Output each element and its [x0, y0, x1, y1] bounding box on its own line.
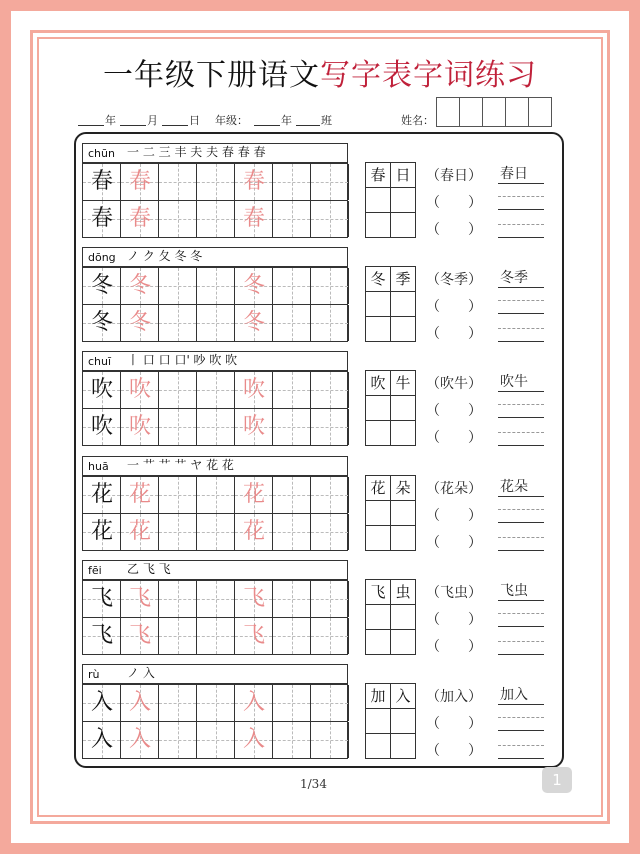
word-cell[interactable]: 花: [365, 475, 391, 501]
pinyin-label: fēi: [88, 564, 102, 577]
word-cell[interactable]: [390, 733, 416, 759]
writing-cell[interactable]: [273, 164, 311, 200]
pinyin-label: dōng: [88, 251, 116, 264]
name-cell[interactable]: [436, 97, 460, 127]
blank-paren[interactable]: （ ）: [426, 612, 482, 628]
pinyin-label: chūn: [88, 147, 115, 160]
writing-cell[interactable]: [235, 685, 273, 721]
word-cell[interactable]: [365, 291, 391, 317]
writing-cell[interactable]: [311, 477, 349, 513]
char-practice-block: [82, 247, 348, 343]
stroke-order: 一 二 三 丰 夫 夫 春 春 春: [127, 145, 266, 159]
answer-word: 加入: [500, 687, 528, 703]
writing-cell[interactable]: [197, 201, 235, 237]
writing-cell[interactable]: [121, 685, 159, 721]
month-blank[interactable]: [120, 125, 146, 126]
word-cell[interactable]: 牛: [390, 370, 416, 396]
trace-character: 春: [128, 206, 151, 231]
writing-cell[interactable]: [235, 477, 273, 513]
answer-guide-line: [498, 196, 544, 197]
pinyin-row: [82, 143, 348, 163]
writing-cell[interactable]: [197, 372, 235, 408]
stroke-order: 丨 口 口 口' 吵 吹 吹: [127, 353, 238, 367]
pinyin-row: [82, 560, 348, 580]
writing-cell[interactable]: [83, 409, 121, 445]
stroke-order: ノ ク 夂 冬 冬: [127, 249, 203, 263]
char-practice-block: [82, 664, 348, 760]
writing-cell[interactable]: [83, 201, 121, 237]
writing-cell[interactable]: [197, 618, 235, 654]
trace-character: 入: [128, 690, 151, 715]
answer-column: [498, 684, 544, 764]
writing-cell[interactable]: [273, 685, 311, 721]
page-badge[interactable]: 1: [542, 767, 572, 793]
blank-paren[interactable]: （ ）: [426, 403, 482, 419]
writing-cell[interactable]: [235, 514, 273, 550]
writing-cell[interactable]: [83, 372, 121, 408]
answer-guide-line: [498, 613, 544, 614]
writing-cell[interactable]: [311, 722, 349, 758]
blank-paren[interactable]: （ ）: [426, 222, 482, 238]
answer-word: 吹牛: [500, 374, 528, 390]
answer-line[interactable]: [498, 183, 544, 184]
stroke-order: 乙 飞 飞: [127, 562, 171, 576]
writing-grid-row: [82, 371, 348, 409]
answer-line[interactable]: [498, 550, 544, 551]
word-pinyin-paren: （春日）: [426, 168, 482, 184]
word-grid: [366, 476, 418, 551]
blank-paren[interactable]: （ ）: [426, 535, 482, 551]
model-character: 吹: [90, 377, 113, 402]
word-cell[interactable]: [365, 316, 391, 342]
word-pinyin-paren: （冬季）: [426, 272, 482, 288]
pinyin-label: chuī: [88, 355, 112, 368]
word-grid: [366, 684, 418, 759]
writing-cell[interactable]: [121, 372, 159, 408]
stroke-order: ノ 入: [127, 666, 155, 680]
writing-cell[interactable]: [197, 268, 235, 304]
year-label: 年: [105, 114, 116, 127]
word-cell[interactable]: [365, 420, 391, 446]
writing-cell[interactable]: [235, 722, 273, 758]
name-cell[interactable]: [482, 97, 506, 127]
writing-cell[interactable]: [83, 618, 121, 654]
writing-cell[interactable]: [197, 305, 235, 341]
writing-cell[interactable]: [159, 164, 197, 200]
writing-cell[interactable]: [235, 618, 273, 654]
writing-cell[interactable]: [83, 514, 121, 550]
answer-line[interactable]: [498, 391, 544, 392]
blank-paren[interactable]: （ ）: [426, 299, 482, 315]
writing-cell[interactable]: [235, 372, 273, 408]
word-cell[interactable]: 入: [390, 683, 416, 709]
word-cell[interactable]: [365, 604, 391, 630]
writing-cell[interactable]: [273, 581, 311, 617]
writing-cell[interactable]: [159, 477, 197, 513]
writing-cell[interactable]: [197, 409, 235, 445]
trace-character: 冬: [128, 273, 151, 298]
model-character: 春: [90, 169, 113, 194]
blank-paren[interactable]: （ ）: [426, 326, 482, 342]
answer-line[interactable]: [498, 626, 544, 627]
model-character: 吹: [90, 414, 113, 439]
model-character: 入: [90, 690, 113, 715]
word-cell[interactable]: [365, 629, 391, 655]
model-character: 入: [90, 727, 113, 752]
writing-cell[interactable]: [235, 164, 273, 200]
word-cell[interactable]: [390, 420, 416, 446]
pinyin-row: [82, 351, 348, 371]
writing-cell[interactable]: [273, 722, 311, 758]
char-practice-block: [82, 560, 348, 656]
writing-cell[interactable]: [311, 372, 349, 408]
writing-cell[interactable]: [159, 581, 197, 617]
blank-paren[interactable]: （ ）: [426, 508, 482, 524]
trace-character: 花: [128, 519, 151, 544]
answer-line[interactable]: [498, 730, 544, 731]
answer-word: 飞虫: [500, 583, 528, 599]
writing-cell[interactable]: [121, 581, 159, 617]
trace-character: 春: [128, 169, 151, 194]
answer-guide-line: [498, 745, 544, 746]
word-cell[interactable]: 吹: [365, 370, 391, 396]
writing-cell[interactable]: [159, 372, 197, 408]
name-cell[interactable]: [505, 97, 529, 127]
writing-cell[interactable]: [197, 164, 235, 200]
writing-grid-row: [82, 684, 348, 722]
answer-guide-line: [498, 641, 544, 642]
word-cell[interactable]: [390, 291, 416, 317]
word-cell[interactable]: 朵: [390, 475, 416, 501]
answer-guide-line: [498, 432, 544, 433]
writing-cell[interactable]: [311, 581, 349, 617]
grade-year-label: 年: [281, 114, 292, 127]
writing-cell[interactable]: [197, 514, 235, 550]
word-grid: [366, 371, 418, 446]
trace-character: 冬: [128, 310, 151, 335]
word-grid: [366, 163, 418, 238]
writing-grid-row: [82, 721, 348, 759]
pinyin-label: huā: [88, 460, 109, 473]
writing-grid-row: [82, 163, 348, 201]
writing-cell[interactable]: [83, 268, 121, 304]
char-practice-block: [82, 456, 348, 552]
word-cell[interactable]: [390, 212, 416, 238]
writing-cell[interactable]: [235, 581, 273, 617]
year-blank[interactable]: [78, 125, 104, 126]
word-cell[interactable]: [365, 212, 391, 238]
pinyin-row: [82, 664, 348, 684]
writing-grid-row: [82, 513, 348, 551]
writing-cell[interactable]: [235, 305, 273, 341]
word-pinyin-paren: （花朵）: [426, 481, 482, 497]
answer-column: [498, 267, 544, 347]
writing-cell[interactable]: [83, 581, 121, 617]
stroke-order: 一 艹 艹 艹 ヤ 花 花: [127, 458, 234, 472]
writing-grid-row: [82, 580, 348, 618]
day-blank[interactable]: [162, 125, 188, 126]
word-cell[interactable]: 春: [365, 162, 391, 188]
word-pinyin-paren: （加入）: [426, 689, 482, 705]
trace-character: 入: [242, 727, 265, 752]
writing-cell[interactable]: [159, 268, 197, 304]
word-cell[interactable]: [365, 733, 391, 759]
word-cell[interactable]: [390, 629, 416, 655]
trace-character: 吹: [242, 377, 265, 402]
answer-guide-line: [498, 717, 544, 718]
word-cell[interactable]: 冬: [365, 266, 391, 292]
writing-cell[interactable]: [83, 164, 121, 200]
model-character: 春: [90, 206, 113, 231]
title-part-2: 写字表字词练习: [320, 58, 537, 93]
writing-cell[interactable]: [197, 581, 235, 617]
model-character: 花: [90, 482, 113, 507]
answer-line[interactable]: [498, 522, 544, 523]
writing-cell[interactable]: [159, 201, 197, 237]
writing-cell[interactable]: [159, 409, 197, 445]
writing-cell[interactable]: [235, 409, 273, 445]
trace-character: 飞: [242, 623, 265, 648]
writing-cell[interactable]: [83, 477, 121, 513]
word-cell[interactable]: [390, 187, 416, 213]
writing-cell[interactable]: [159, 305, 197, 341]
word-cell[interactable]: 季: [390, 266, 416, 292]
writing-cell[interactable]: [273, 409, 311, 445]
word-cell[interactable]: [365, 187, 391, 213]
writing-cell[interactable]: [121, 268, 159, 304]
blank-paren[interactable]: （ ）: [426, 743, 482, 759]
writing-cell[interactable]: [311, 201, 349, 237]
writing-cell[interactable]: [273, 268, 311, 304]
writing-grid-row: [82, 476, 348, 514]
writing-cell[interactable]: [311, 409, 349, 445]
char-practice-block: [82, 143, 348, 239]
trace-character: 吹: [242, 414, 265, 439]
writing-cell[interactable]: [311, 164, 349, 200]
answer-line[interactable]: [498, 654, 544, 655]
month-label: 月: [147, 114, 158, 127]
trace-character: 飞: [128, 586, 151, 611]
word-cell[interactable]: 虫: [390, 579, 416, 605]
writing-cell[interactable]: [83, 685, 121, 721]
trace-character: 吹: [128, 414, 151, 439]
word-cell[interactable]: 加: [365, 683, 391, 709]
model-character: 冬: [90, 273, 113, 298]
trace-character: 冬: [242, 310, 265, 335]
writing-grid-row: [82, 200, 348, 238]
writing-cell[interactable]: [273, 477, 311, 513]
word-cell[interactable]: [365, 500, 391, 526]
class-blank[interactable]: [296, 125, 320, 126]
writing-cell[interactable]: [121, 164, 159, 200]
answer-line[interactable]: [498, 237, 544, 238]
class-label: 班: [321, 114, 332, 127]
answer-guide-line: [498, 224, 544, 225]
blank-paren[interactable]: （ ）: [426, 430, 482, 446]
writing-cell[interactable]: [273, 372, 311, 408]
writing-cell[interactable]: [159, 685, 197, 721]
answer-word: 春日: [500, 166, 528, 182]
trace-character: 春: [242, 169, 265, 194]
answer-guide-line: [498, 404, 544, 405]
writing-cell[interactable]: [273, 305, 311, 341]
word-cell[interactable]: [390, 604, 416, 630]
writing-cell[interactable]: [235, 268, 273, 304]
trace-character: 飞: [242, 586, 265, 611]
writing-cell[interactable]: [311, 305, 349, 341]
trace-character: 冬: [242, 273, 265, 298]
day-label: 日: [189, 114, 200, 127]
model-character: 飞: [90, 623, 113, 648]
writing-cell[interactable]: [311, 514, 349, 550]
grade-year-blank[interactable]: [254, 125, 280, 126]
pinyin-row: [82, 456, 348, 476]
writing-cell[interactable]: [83, 722, 121, 758]
answer-line[interactable]: [498, 600, 544, 601]
writing-cell[interactable]: [121, 477, 159, 513]
page-title: [60, 50, 580, 94]
model-character: 冬: [90, 310, 113, 335]
writing-cell[interactable]: [121, 618, 159, 654]
answer-word: 冬季: [500, 270, 528, 286]
title-part-1: 一年级下册语文: [103, 58, 320, 93]
name-cell[interactable]: [528, 97, 552, 127]
char-practice-block: [82, 351, 348, 447]
writing-cell[interactable]: [121, 514, 159, 550]
grade-label: 年级：: [215, 114, 248, 127]
word-cell[interactable]: [390, 525, 416, 551]
answer-line[interactable]: [498, 209, 544, 210]
trace-character: 入: [128, 727, 151, 752]
page-number: 1/34: [300, 777, 327, 791]
answer-line[interactable]: [498, 496, 544, 497]
writing-grid-row: [82, 267, 348, 305]
blank-paren[interactable]: （ ）: [426, 639, 482, 655]
answer-guide-line: [498, 509, 544, 510]
word-cell[interactable]: [365, 395, 391, 421]
pinyin-label: rù: [88, 668, 100, 681]
name-cell[interactable]: [459, 97, 483, 127]
writing-cell[interactable]: [159, 514, 197, 550]
writing-cell[interactable]: [197, 477, 235, 513]
writing-cell[interactable]: [121, 722, 159, 758]
writing-cell[interactable]: [311, 618, 349, 654]
writing-cell[interactable]: [197, 685, 235, 721]
trace-character: 花: [128, 482, 151, 507]
pinyin-row: [82, 247, 348, 267]
writing-cell[interactable]: [311, 268, 349, 304]
word-cell[interactable]: [390, 316, 416, 342]
word-cell[interactable]: [365, 525, 391, 551]
writing-cell[interactable]: [121, 409, 159, 445]
word-cell[interactable]: [365, 708, 391, 734]
name-label: 姓名：: [401, 114, 434, 127]
trace-character: 入: [242, 690, 265, 715]
trace-character: 吹: [128, 377, 151, 402]
trace-character: 春: [242, 206, 265, 231]
writing-cell[interactable]: [235, 201, 273, 237]
model-character: 花: [90, 519, 113, 544]
writing-cell[interactable]: [273, 201, 311, 237]
answer-guide-line: [498, 300, 544, 301]
answer-column: [498, 580, 544, 660]
answer-line[interactable]: [498, 287, 544, 288]
word-cell[interactable]: [390, 395, 416, 421]
answer-line[interactable]: [498, 313, 544, 314]
blank-paren[interactable]: （ ）: [426, 195, 482, 211]
trace-character: 花: [242, 519, 265, 544]
trace-character: 花: [242, 482, 265, 507]
model-character: 飞: [90, 586, 113, 611]
word-cell[interactable]: [390, 500, 416, 526]
writing-cell[interactable]: [121, 201, 159, 237]
name-grid[interactable]: [437, 97, 552, 127]
writing-cell[interactable]: [159, 722, 197, 758]
writing-cell[interactable]: [159, 618, 197, 654]
writing-grid-row: [82, 304, 348, 342]
writing-cell[interactable]: [273, 618, 311, 654]
answer-word: 花朵: [500, 479, 528, 495]
writing-cell[interactable]: [83, 305, 121, 341]
answer-column: [498, 371, 544, 451]
answer-line[interactable]: [498, 341, 544, 342]
answer-line[interactable]: [498, 417, 544, 418]
answer-guide-line: [498, 328, 544, 329]
answer-line[interactable]: [498, 704, 544, 705]
word-cell[interactable]: 飞: [365, 579, 391, 605]
word-grid: [366, 580, 418, 655]
writing-grid-row: [82, 617, 348, 655]
writing-grid-row: [82, 408, 348, 446]
answer-guide-line: [498, 537, 544, 538]
writing-cell[interactable]: [121, 305, 159, 341]
writing-cell[interactable]: [311, 685, 349, 721]
trace-character: 飞: [128, 623, 151, 648]
answer-line[interactable]: [498, 445, 544, 446]
word-pinyin-paren: （飞虫）: [426, 585, 482, 601]
answer-column: [498, 163, 544, 243]
answer-column: [498, 476, 544, 556]
writing-cell[interactable]: [197, 722, 235, 758]
word-grid: [366, 267, 418, 342]
blank-paren[interactable]: （ ）: [426, 716, 482, 732]
word-cell[interactable]: 日: [390, 162, 416, 188]
answer-line[interactable]: [498, 758, 544, 759]
writing-cell[interactable]: [273, 514, 311, 550]
word-cell[interactable]: [390, 708, 416, 734]
word-pinyin-paren: （吹牛）: [426, 376, 482, 392]
